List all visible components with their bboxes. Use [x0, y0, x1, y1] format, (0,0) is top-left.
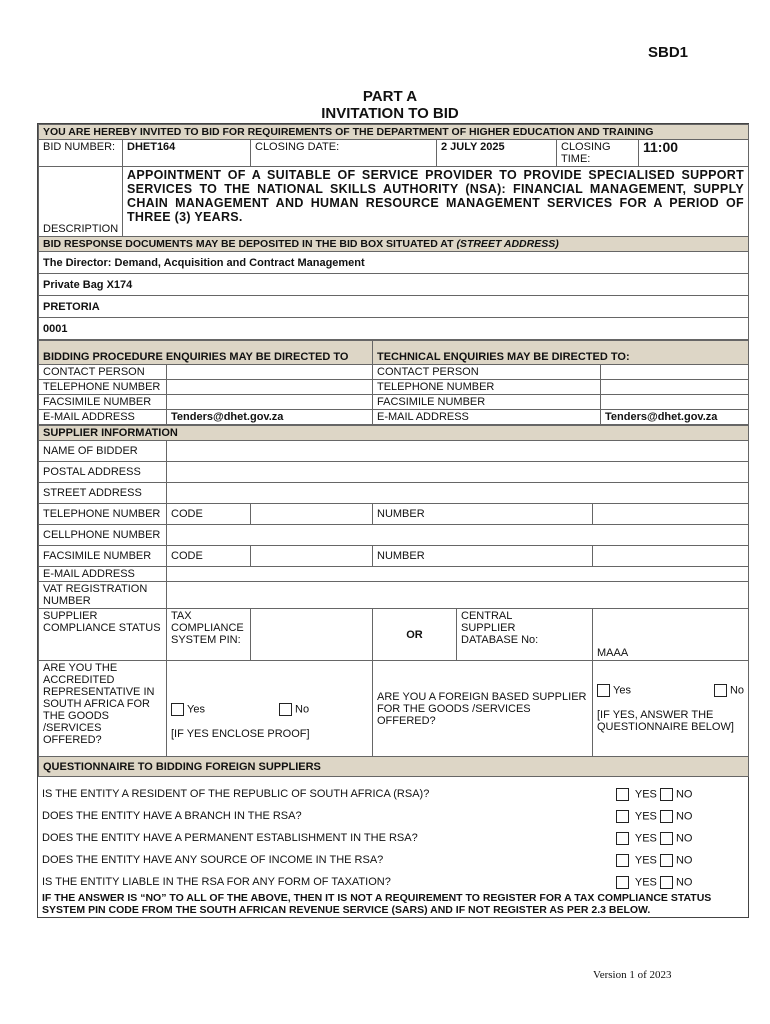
facsimile-label: FACSIMILE NUMBER — [39, 546, 167, 567]
yes-checkbox[interactable] — [616, 876, 629, 889]
code-label: CODE — [167, 546, 251, 567]
email-field[interactable] — [167, 567, 749, 582]
email-label: E-MAIL ADDRESS — [39, 567, 167, 582]
no-label: No — [295, 703, 310, 716]
accredited-yes-checkbox[interactable] — [171, 703, 184, 716]
number-field[interactable] — [593, 504, 749, 525]
no-label: NO — [675, 810, 693, 823]
invitation-form — [37, 123, 749, 918]
enclose-proof-note: [IF YES ENCLOSE PROOF] — [171, 728, 310, 740]
telephone-label: TELEPHONE NUMBER — [39, 380, 167, 395]
no-checkbox[interactable] — [660, 788, 673, 801]
code-label: CODE — [167, 504, 251, 525]
part-label: PART A — [362, 88, 418, 105]
cellphone-field[interactable] — [167, 525, 749, 546]
yes-checkbox[interactable] — [616, 832, 629, 845]
question-item: IS THE ENTITY LIABLE IN THE RSA FOR ANY FORM OF TAXATION? — [42, 876, 391, 888]
street-address-label: STREET ADDRESS — [39, 483, 167, 504]
no-label: NO — [675, 854, 693, 867]
deposit-line: 0001 — [39, 318, 749, 340]
yes-checkbox[interactable] — [616, 788, 629, 801]
postal-address-label: POSTAL ADDRESS — [39, 462, 167, 483]
procedure-heading: BIDDING PROCEDURE ENQUIRIES MAY BE DIRECTED TO — [39, 341, 373, 365]
number-field[interactable] — [593, 546, 749, 567]
code-field[interactable] — [251, 546, 373, 567]
yes-label: YES — [634, 788, 657, 801]
tax-pin-field[interactable] — [251, 609, 373, 661]
yes-label: Yes — [613, 684, 631, 697]
page-title: INVITATION TO BID — [321, 105, 459, 122]
maaa-prefix: MAAA — [597, 647, 629, 659]
closing-date: 2 JULY 2025 — [437, 140, 557, 167]
facsimile-label: FACSIMILE NUMBER — [39, 395, 167, 410]
vat-field[interactable] — [167, 582, 749, 609]
questionnaire-footnote: IF THE ANSWER IS “NO” TO ALL OF THE ABOVE, THEN IT IS NOT A REQUIREMENT TO REGISTER FOR A TAX COMPLIANCE STATUS SYSTEM PIN CODE FROM THE SOUTH AFRICAN REVENUE SERVICE (SARS) AND IF NOT REGISTER AS PER 2.3 BELOW. — [42, 892, 712, 916]
email-label: E-MAIL ADDRESS — [373, 410, 601, 425]
csd-field[interactable] — [593, 609, 749, 661]
form-code: SBD1 — [648, 44, 689, 61]
yes-label: YES — [634, 832, 657, 845]
yes-label: Yes — [187, 703, 205, 716]
accredited-question: ARE YOU THE ACCREDITED REPRESENTATIVE IN SOUTH AFRICA FOR THE GOODS /SERVICES OFFERED? — [39, 661, 167, 757]
compliance-label: SUPPLIER COMPLIANCE STATUS — [39, 609, 167, 661]
cellphone-label: CELLPHONE NUMBER — [39, 525, 167, 546]
deposit-line: Private Bag X174 — [39, 274, 749, 296]
foreign-question: ARE YOU A FOREIGN BASED SUPPLIER FOR THE GOODS /SERVICES OFFERED? — [373, 661, 593, 757]
closing-time-label: CLOSING TIME: — [557, 140, 639, 167]
number-label: NUMBER — [373, 504, 593, 525]
question-item: DOES THE ENTITY HAVE ANY SOURCE OF INCOME IN THE RSA? — [42, 854, 384, 866]
closing-date-label: CLOSING DATE: — [251, 140, 437, 167]
yes-checkbox[interactable] — [616, 854, 629, 867]
version-label: Version 1 of 2023 — [593, 969, 672, 981]
telephone-field[interactable] — [167, 380, 373, 395]
no-checkbox[interactable] — [660, 854, 673, 867]
no-label: NO — [675, 876, 693, 889]
no-checkbox[interactable] — [660, 810, 673, 823]
bidder-name-field[interactable] — [167, 441, 749, 462]
telephone-field[interactable] — [601, 380, 749, 395]
facsimile-field[interactable] — [167, 395, 373, 410]
csd-label: CENTRAL SUPPLIER DATABASE No: — [457, 609, 593, 661]
description-label: DESCRIPTION — [39, 167, 123, 237]
question-item: DOES THE ENTITY HAVE A BRANCH IN THE RSA? — [42, 810, 302, 822]
yes-label: YES — [634, 854, 657, 867]
vat-label: VAT REGISTRATION NUMBER — [39, 582, 167, 609]
bid-description: APPOINTMENT OF A SUITABLE OF SERVICE PROVIDER TO PROVIDE SPECIALISED SUPPORT SERVICES TO THE NATIONAL SKILLS AUTHORITY (NSA): FINANCIAL MANAGEMENT, SUPPLY CHAIN MANAGEMENT AND HUMAN RESOURCE MANAGEMENT SERVICES FOR A PERIOD OF THREE (3) YEARS. — [123, 167, 749, 237]
supplier-heading: SUPPLIER INFORMATION — [39, 426, 749, 441]
deposit-heading: BID RESPONSE DOCUMENTS MAY BE DEPOSITED IN THE BID BOX SITUATED AT (STREET ADDRESS) — [39, 237, 749, 252]
accredited-no-checkbox[interactable] — [279, 703, 292, 716]
email-value: Tenders@dhet.gov.za — [601, 410, 749, 425]
technical-heading: TECHNICAL ENQUIRIES MAY BE DIRECTED TO: — [373, 341, 749, 365]
question-item: IS THE ENTITY A RESIDENT OF THE REPUBLIC OF SOUTH AFRICA (RSA)? — [42, 788, 430, 800]
postal-address-field[interactable] — [167, 462, 749, 483]
contact-field[interactable] — [601, 365, 749, 380]
telephone-label: TELEPHONE NUMBER — [39, 504, 167, 525]
facsimile-label: FACSIMILE NUMBER — [373, 395, 601, 410]
deposit-line: The Director: Demand, Acquisition and Contract Management — [39, 252, 749, 274]
question-item: DOES THE ENTITY HAVE A PERMANENT ESTABLISHMENT IN THE RSA? — [42, 832, 418, 844]
yes-checkbox[interactable] — [616, 810, 629, 823]
bid-number-label: BID NUMBER: — [39, 140, 123, 167]
email-value: Tenders@dhet.gov.za — [167, 410, 373, 425]
closing-time: 11:00 — [639, 140, 749, 167]
number-label: NUMBER — [373, 546, 593, 567]
or-label: OR — [373, 609, 457, 661]
no-checkbox[interactable] — [660, 832, 673, 845]
street-address-field[interactable] — [167, 483, 749, 504]
yes-label: YES — [634, 810, 657, 823]
foreign-no-checkbox[interactable] — [714, 684, 727, 697]
yes-label: YES — [634, 876, 657, 889]
contact-label: CONTACT PERSON — [39, 365, 167, 380]
invite-banner: YOU ARE HEREBY INVITED TO BID FOR REQUIREMENTS OF THE DEPARTMENT OF HIGHER EDUCATION AND TRAINING — [39, 125, 749, 140]
no-label: No — [729, 684, 745, 697]
foreign-yes-checkbox[interactable] — [597, 684, 610, 697]
tax-pin-label: TAX COMPLIANCE SYSTEM PIN: — [167, 609, 251, 661]
contact-label: CONTACT PERSON — [373, 365, 601, 380]
email-label: E-MAIL ADDRESS — [39, 410, 167, 425]
no-label: NO — [675, 832, 693, 845]
deposit-line: PRETORIA — [39, 296, 749, 318]
bidder-name-label: NAME OF BIDDER — [39, 441, 167, 462]
bid-number: DHET164 — [123, 140, 251, 167]
questionnaire-heading: QUESTIONNAIRE TO BIDDING FOREIGN SUPPLIERS — [39, 757, 749, 777]
telephone-label: TELEPHONE NUMBER — [373, 380, 601, 395]
no-label: NO — [675, 788, 693, 801]
contact-field[interactable] — [167, 365, 373, 380]
no-checkbox[interactable] — [660, 876, 673, 889]
facsimile-field[interactable] — [601, 395, 749, 410]
questionnaire-note: [IF YES, ANSWER THE QUESTIONNAIRE BELOW] — [597, 709, 734, 733]
code-field[interactable] — [251, 504, 373, 525]
